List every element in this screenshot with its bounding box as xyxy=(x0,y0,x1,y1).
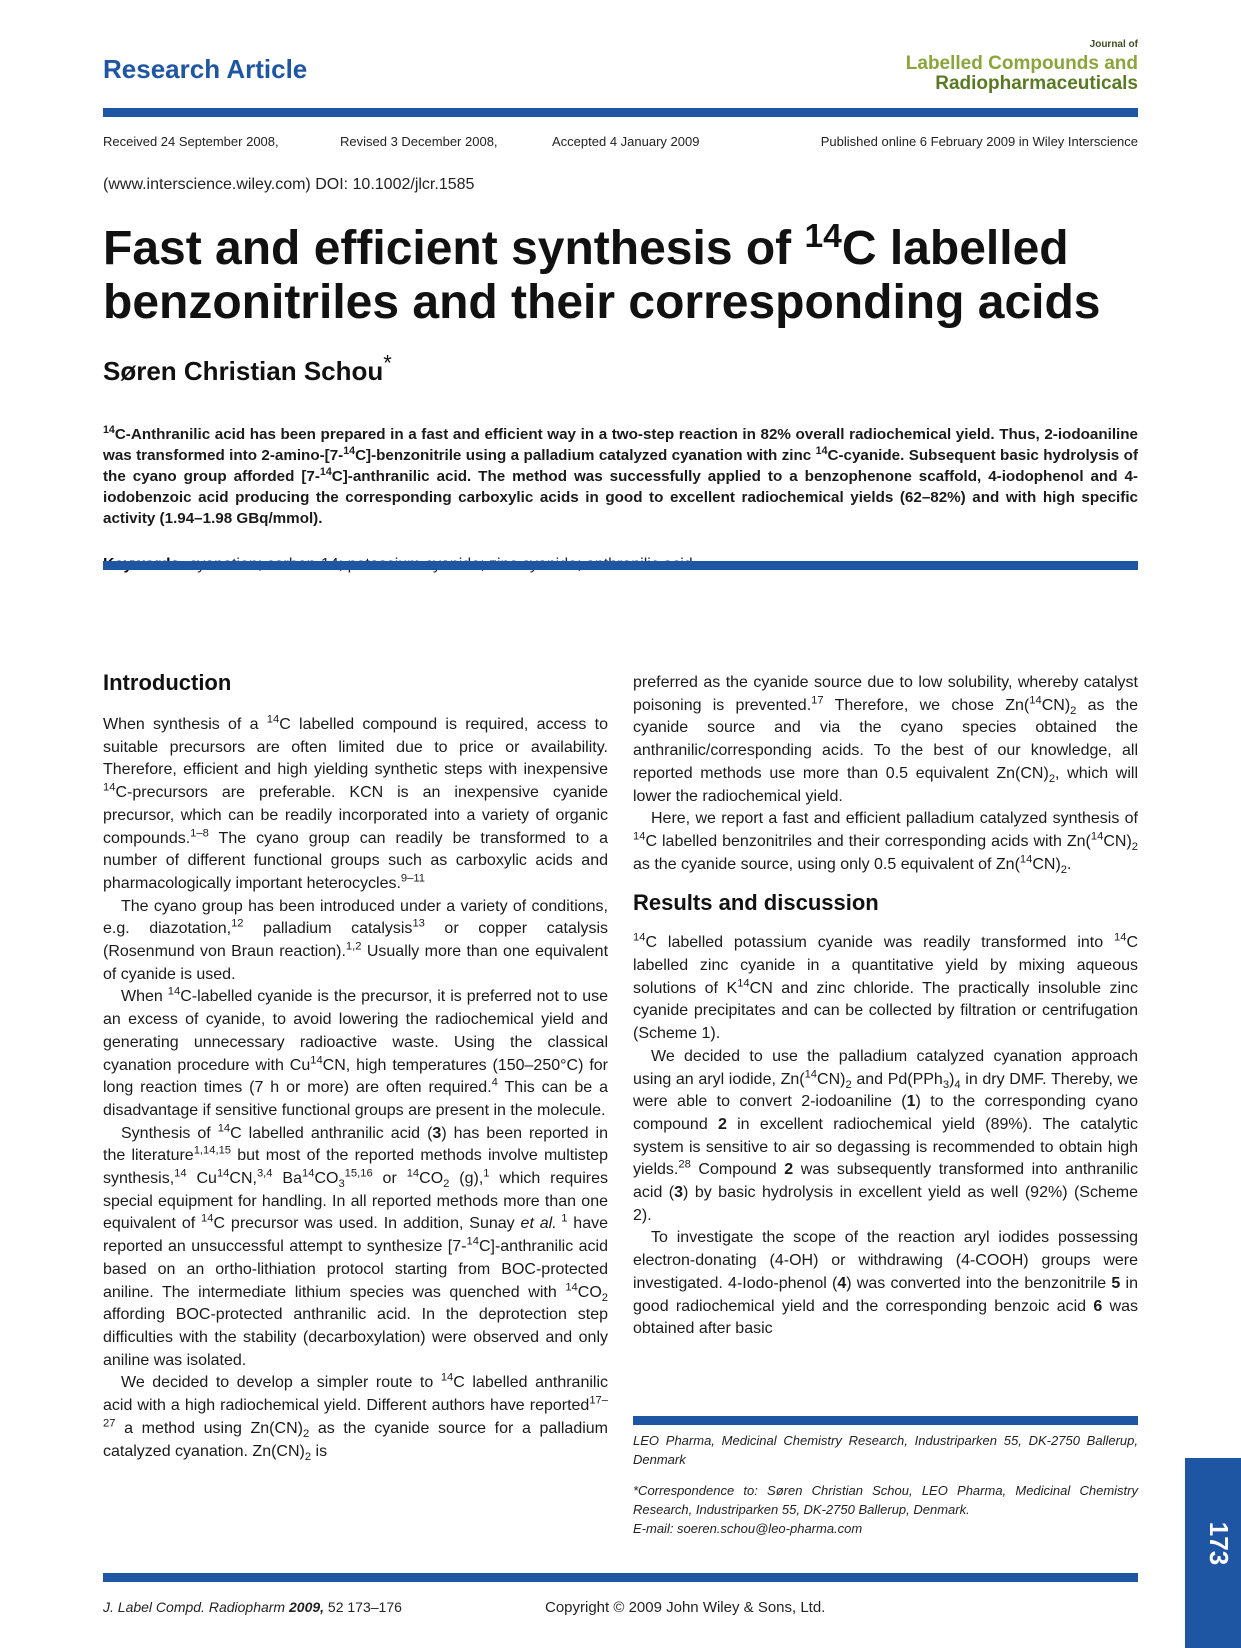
results-paragraph-3: To investigate the scope of the reaction aryl iodides possessing electron-donating (4-OH) or withdrawing (4-COOH) groups were investigated. 4-Iodo-phenol (4) was converted into the benzonitrile 5 in good radiochemical yield and the corresponding benzoic acid 6 was obtained after basic xyxy=(633,1229,1139,1338)
right-column xyxy=(633,672,1138,1341)
left-column xyxy=(103,670,608,1463)
page-number: 173 xyxy=(1204,1521,1235,1566)
accepted-date: Accepted 4 January 2009 xyxy=(552,134,700,149)
header-rule xyxy=(103,108,1138,117)
received-date: Received 24 September 2008, xyxy=(103,134,279,149)
footer-rule xyxy=(103,1573,1138,1582)
affiliation-block xyxy=(633,1431,1138,1538)
author: Søren Christian Schou* xyxy=(103,350,392,386)
intro-paragraph-1: When synthesis of a $^{14}$C labelled compound is required, access to suitable precursors are often limited due to price or availability. Therefore, efficient and high yielding synthetic steps with inexpensive $^{14}$C-precursors are preferable. KCN is an inexpensive cyanide precursor, which can be readily incorporated into a variety of organic compounds.$^{1-8}$ The cyano group can readily be transformed to a number of different functional groups such as carboxylic acids and pharmacologically important heterocycles.$^{9-11}$ xyxy=(103,713,608,892)
results-paragraph-2: We decided to use the palladium catalyzed cyanation approach using an aryl iodide, $Zn(^{14}CN)_2$ and $Pd(PPh_3)_4$ in dry DMF. Thereby, we were able to convert 2-iodoaniline (1) to the corresponding cyano compound 2 in excellent radiochemical yield (89%). The catalytic system is sensitive to air so degassing is recommended to obtain high yields.$^{28}$ Compound 2 was subsequently transformed into anthranilic acid (3) by basic hydrolysis in excellent yield as well (92%) (Scheme 2). xyxy=(633,1047,1139,1224)
intro-paragraph-3: When $^{14}$C-labelled cyanide is the precursor, it is preferred not to use an excess of cyanide, to avoid lowering the radiochemical yield and generating unnecessary radioactive waste. Using the classical cyanation procedure with Cu$^{14}$CN, high temperatures (150–250°C) for long reaction times (7 h or more) are often required.$^4$ This can be a disadvantage if sensitive functional groups are present in the molecule. xyxy=(103,986,609,1119)
abstract: $^{14}$C-Anthranilic acid has been prepared in a fast and efficient way in a two-step reaction in 82% overall radiochemical yield. Thus, 2-iodoaniline was transformed into 2-amino-[7-$^{14}$C]-benzonitrile using a palladium catalyzed cyanation with zinc $^{14}$C-cyanide. Subsequent basic hydrolysis of the cyano group afforded [7-$^{14}$C]-anthranilic acid. The method was successfully applied to a benzophenone scaffold, 4-iodophenol and 4-iodobenzoic acid producing the corresponding carboxylic acids in good to excellent radiochemical yields (62–82%) and with high specific activity (1.94–1.98 GBq/mmol). xyxy=(103,423,1138,527)
revised-date: Revised 3 December 2008, xyxy=(340,134,498,149)
doi-line: (www.interscience.wiley.com) DOI: 10.1002/jlcr.1585 xyxy=(103,176,475,193)
section-label: Research Article xyxy=(103,54,308,84)
journal-logo-line2: Radiopharmaceuticals xyxy=(935,73,1138,94)
introduction-heading: Introduction xyxy=(103,670,232,695)
author-mark: * xyxy=(383,350,392,376)
affiliation-address: LEO Pharma, Medicinal Chemistry Research, Industriparken 55, DK-2750 Ballerup, Denmark xyxy=(633,1433,1138,1467)
abstract-rule xyxy=(103,561,1138,570)
intro-paragraph-2: The cyano group has been introduced under a variety of conditions, e.g. diazotation,$^{12}$ palladium catalysis$^{13}$ or copper catalysis (Rosenmund von Braun reaction).$^{1,2}$ Usually more than one equivalent of cyanide is used. xyxy=(103,897,609,983)
results-paragraph-1: $^{14}$C labelled potassium cyanide was readily transformed into $^{14}$C labelled zinc cyanide in a quantitative yield by mixing aqueous solutions of $K^{14}CN$ and zinc chloride. The practically insoluble zinc cyanide precipitates and can be collected by filtration or centrifugation (Scheme 1). xyxy=(633,932,1139,1043)
correspondence: *Correspondence to: Søren Christian Schou, LEO Pharma, Medicinal Chemistry Research, Industriparken 55, DK-2750 Ballerup, Denmark. E-mail: soeren.schou@leo-pharma.com xyxy=(633,1483,1138,1536)
right-paragraph-1: preferred as the cyanide source due to low solubility, whereby catalyst poisoning is prevented.$^{17}$ Therefore, we chose $Zn(^{14}CN)_2$ as the cyanide source and via the cyano species obtained the anthranilic/corresponding acids. To the best of our knowledge, all reported methods use more than 0.5 equivalent $Zn(CN)_2$, which will lower the radiochemical yield. xyxy=(633,674,1138,805)
journal-logo-prefix: Journal of xyxy=(1089,39,1138,50)
affiliation-rule xyxy=(633,1416,1138,1425)
published-date: Published online 6 February 2009 in Wiley Interscience xyxy=(820,134,1138,149)
footer-copyright: Copyright © 2009 John Wiley & Sons, Ltd. xyxy=(545,1599,826,1616)
journal-logo xyxy=(906,40,1138,94)
right-paragraph-2: Here, we report a fast and efficient palladium catalyzed synthesis of $^{14}$C labelled benzonitriles and their corresponding acids with $Zn(^{14}CN)_2$ as the cyanide source, using only 0.5 equivalent of $Zn(^{14}CN)_2$. xyxy=(633,810,1138,876)
intro-paragraph-4: Synthesis of $^{14}$C labelled anthranilic acid (3) has been reported in the literature$^{1,14,15}$ but most of the reported methods involve multistep synthesis,$^{14}$ Cu$^{14}$CN,$^{3,4}$ $Ba^{14}CO_3^{15,16}$ or $^{14}CO_2$ (g),$^1$ which requires special equipment for handling. In all reported methods more than one equivalent of $^{14}$C precursor was used. In addition, Sunay et al. $^1$ have reported an unsuccessful attempt to synthesize [7-$^{14}$C]-anthranilic acid based on an ortho-lithiation protocol starting from BOC-protected aniline. The intermediate lithium species was quenched with $^{14}CO_2$ affording BOC-protected anthranilic acid. In the deprotection step difficulties with the stability (decarboxylation) were observed and only aniline was isolated. xyxy=(103,1122,609,1369)
page-number-tab xyxy=(1185,1458,1241,1648)
journal-logo-line1: Labelled Compounds and xyxy=(905,53,1138,74)
article-title: Fast and efficient synthesis of $^{14}$C labelled benzonitriles and their corresponding acids xyxy=(103,218,1101,329)
footer-citation: J. Label Compd. Radiopharm 2009, 52 173–176 xyxy=(103,1599,402,1615)
results-heading: Results and discussion xyxy=(633,890,879,916)
intro-paragraph-5: We decided to develop a simpler route to $^{14}$C labelled anthranilic acid with a high radiochemical yield. Different authors have reported$^{17-27}$ a method using $Zn(CN)_2$ as the cyanide source for a palladium catalyzed cyanation. $Zn(CN)_2$ is xyxy=(103,1372,609,1463)
email-link[interactable]: E-mail: soeren.schou@leo-pharma.com xyxy=(633,1521,863,1536)
